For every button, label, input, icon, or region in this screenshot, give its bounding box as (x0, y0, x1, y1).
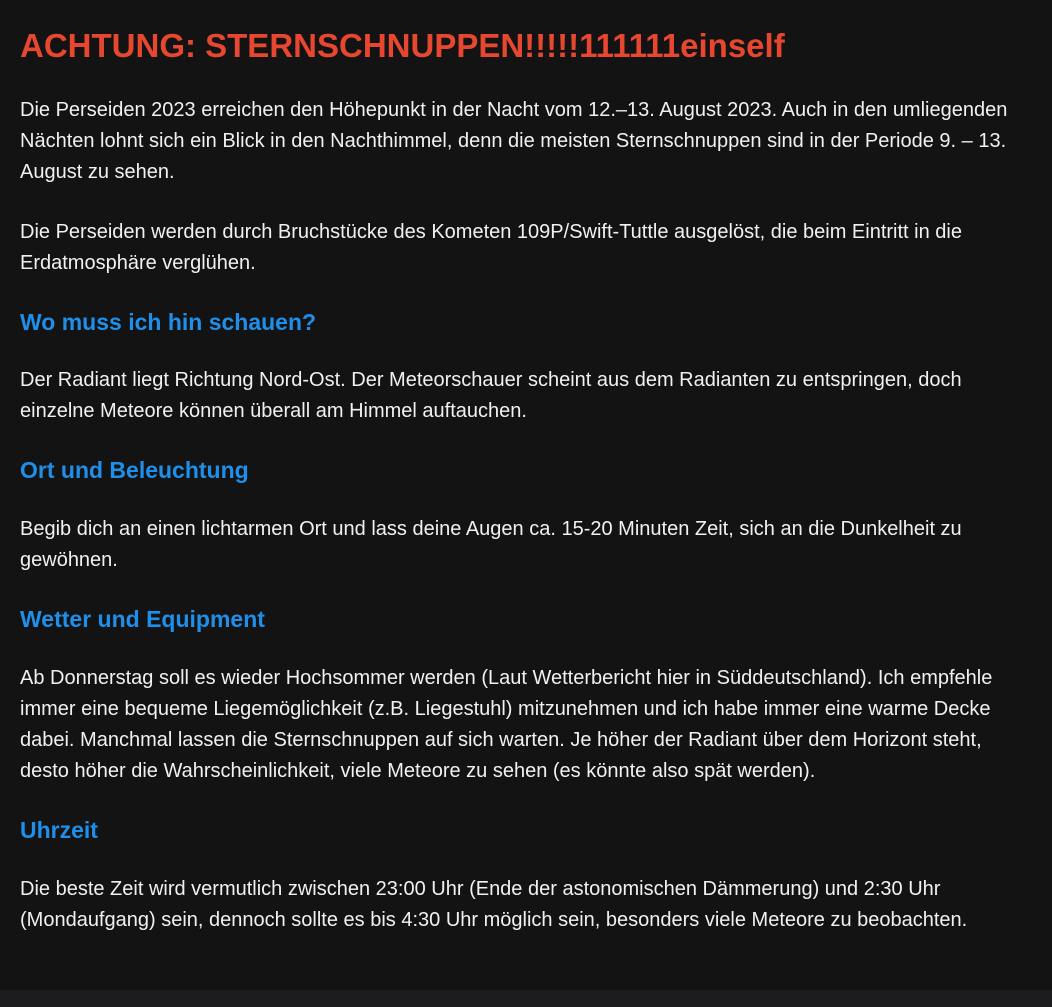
paragraph-radiant: Der Radiant liegt Richtung Nord-Ost. Der Meteorschauer scheint aus dem Radianten zu entspringen, doch einzelne Meteore können überall am Himmel auftauchen. (20, 369, 962, 423)
section-heading-where-to-look: Wo muss ich hin schauen? (20, 308, 317, 335)
paragraph-peak-night: Die Perseiden 2023 erreichen den Höhepunkt in der Nacht vom 12.–13. August 2023. Auch in den umliegenden Nächten lohnt sich ein Blick in den Nachthimmel, denn die meisten Sternschnuppen sind in der Periode 9. – 13. August zu sehen. (20, 98, 1008, 183)
paragraph-weather-equipment: Ab Donnerstag soll es wieder Hochsommer werden (Laut Wetterbericht hier in Süddeutschland). Ich empfehle immer eine bequeme Liegemöglichkeit (z.B. Liegestuhl) mitzunehmen und ich habe immer eine warme Decke dabei. Manchmal lassen die Sternschnuppen auf sich warten. Je höher der Radiant über dem Horizont steht, desto höher die Wahrscheinlichkeit, viele Meteore zu sehen (es könnte also spät werden). (20, 666, 993, 782)
paragraph-best-time: Die beste Zeit wird vermutlich zwischen 23:00 Uhr (Ende der astonomischen Dämmerung) und 2:30 Uhr (Mondaufgang) sein, dennoch sollte es bis 4:30 Uhr möglich sein, besonders viele Meteore zu beobachten. (20, 877, 968, 931)
section-heading-weather-equipment: Wetter und Equipment (20, 606, 265, 633)
paragraph-comet-origin: Die Perseiden werden durch Bruchstücke des Kometen 109P/Swift-Tuttle ausgelöst, die beim Eintritt in die Erdatmosphäre verglühen. (20, 220, 962, 274)
post-title: ACHTUNG: STERNSCHNUPPEN!!!!!111111einself (20, 27, 785, 64)
bottom-edge-strip (0, 990, 1052, 1007)
section-heading-time: Uhrzeit (20, 816, 98, 843)
section-heading-location-lighting: Ort und Beleuchtung (20, 457, 249, 484)
paragraph-dark-location: Begib dich an einen lichtarmen Ort und lass deine Augen ca. 15-20 Minuten Zeit, sich an die Dunkelheit zu gewöhnen. (20, 518, 962, 572)
